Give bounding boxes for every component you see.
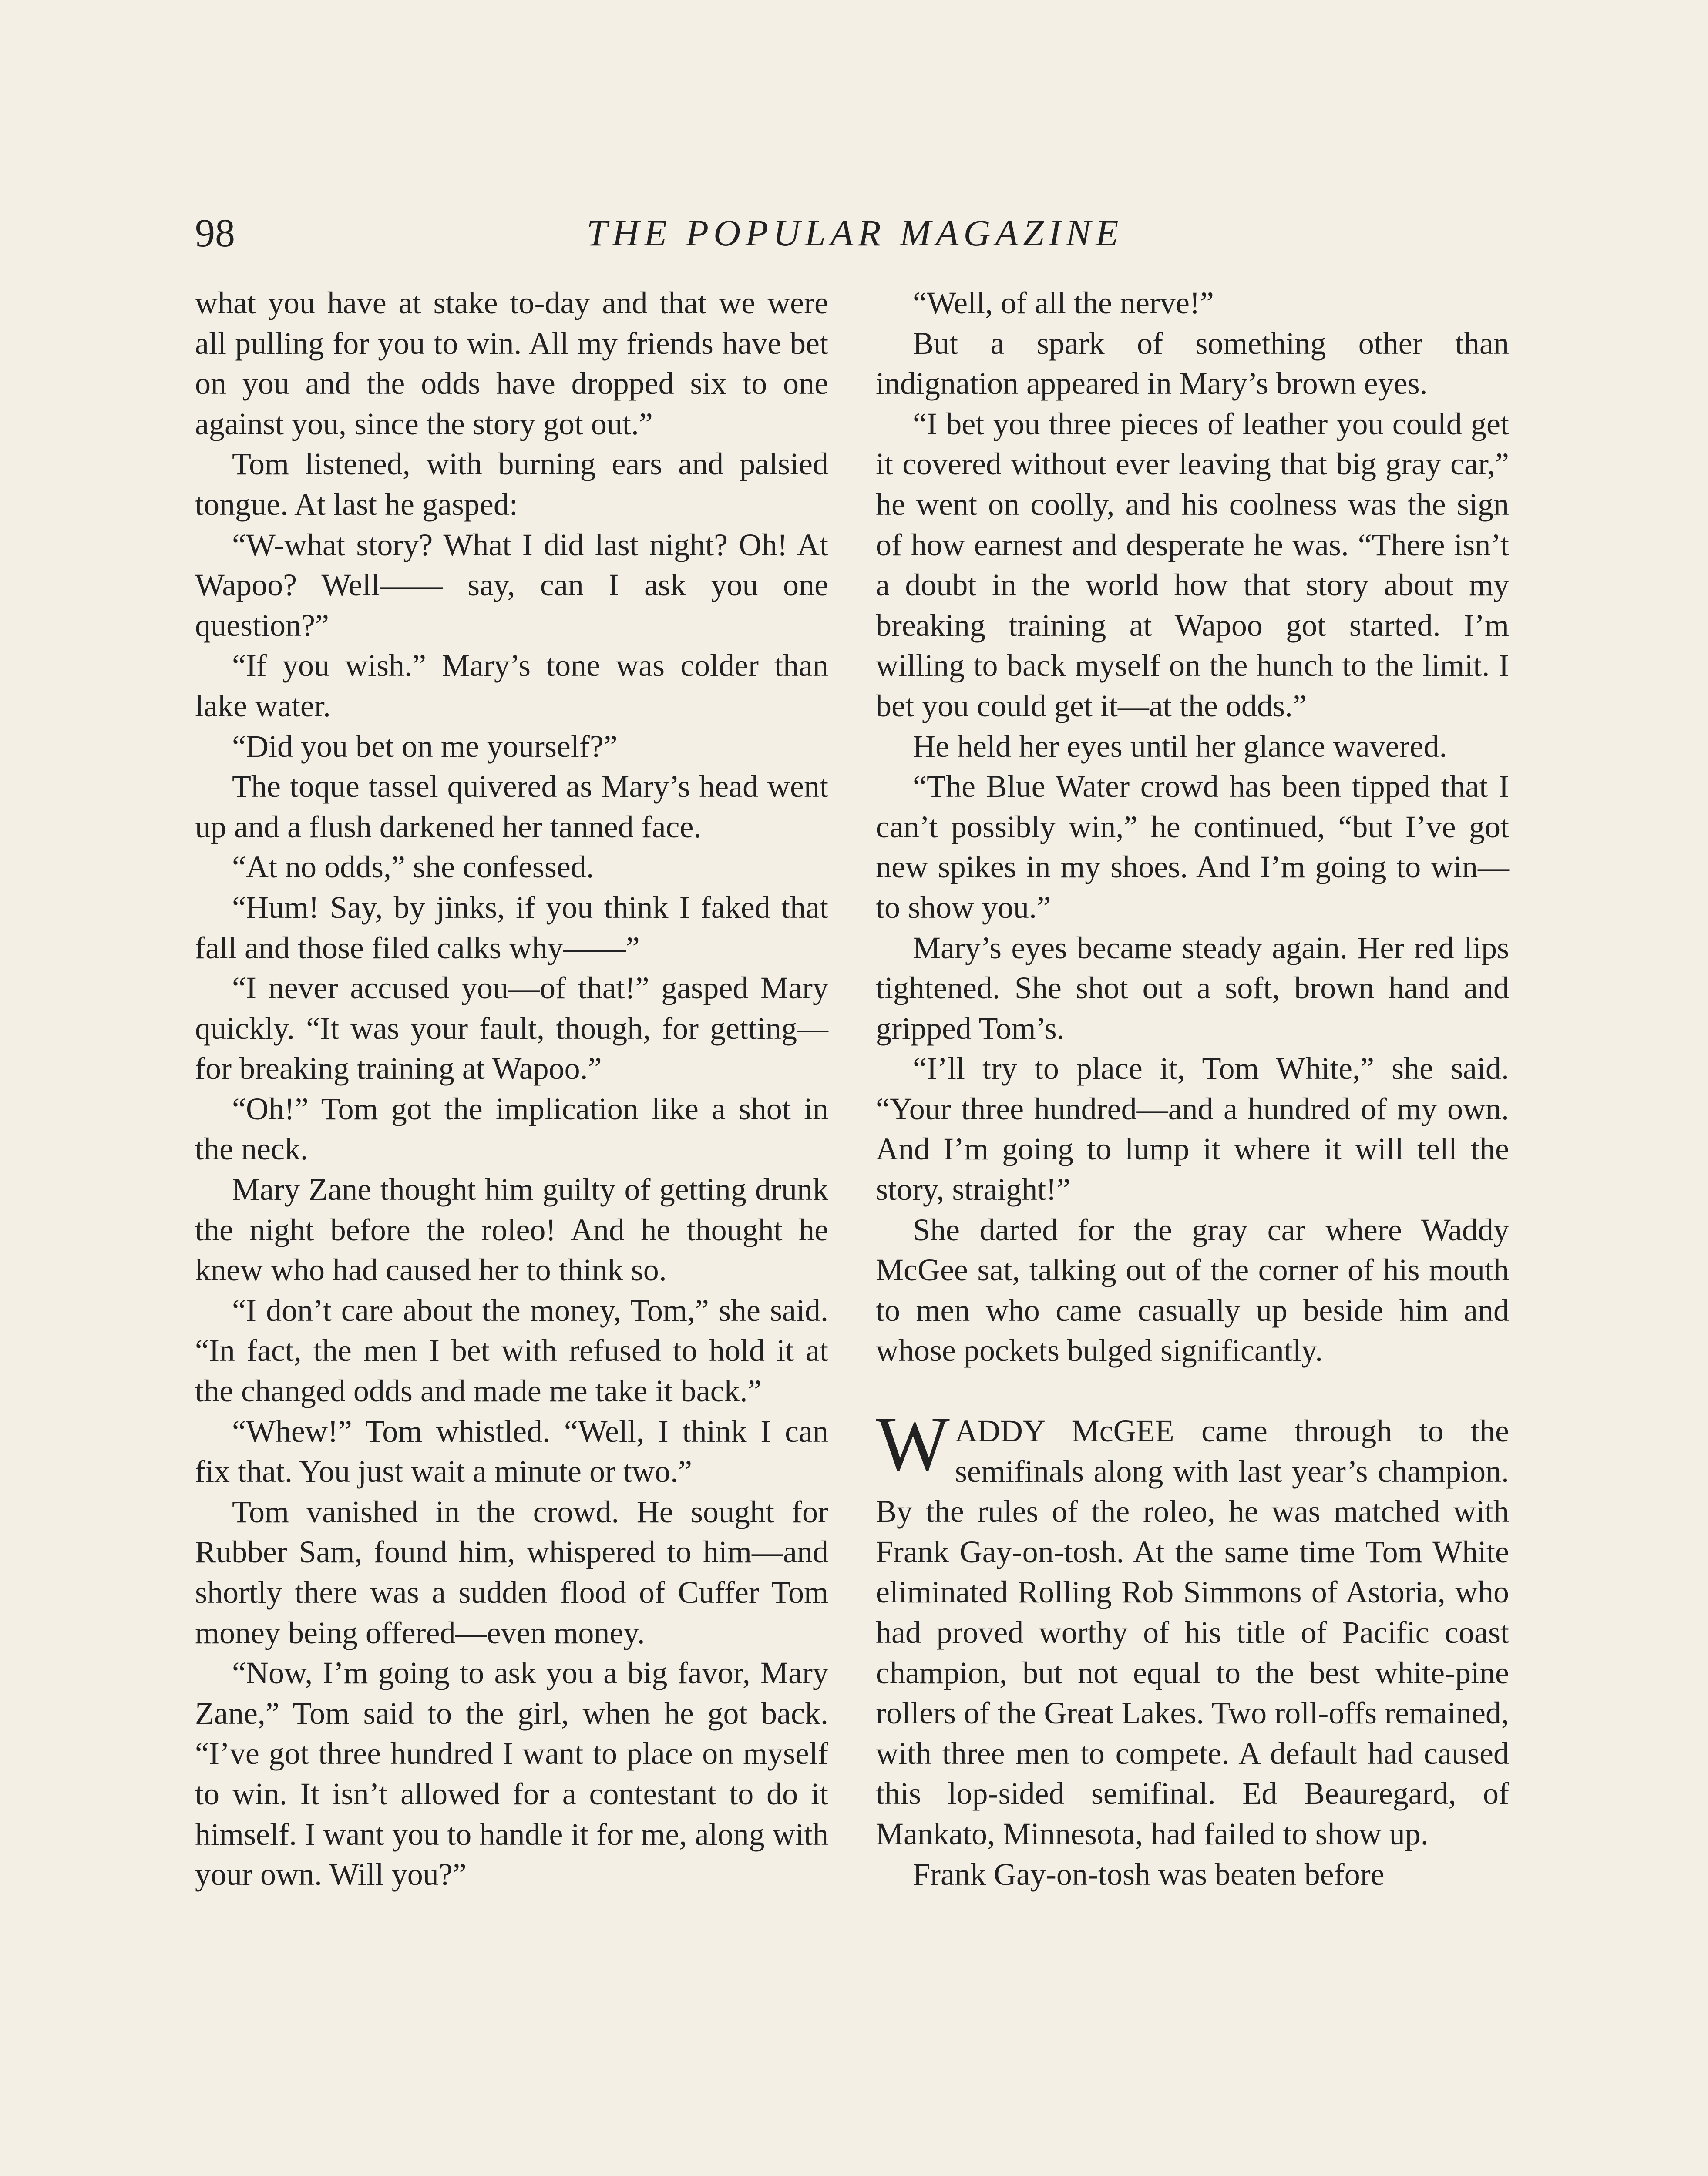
paragraph: what you have at stake to-day and that we were all pulling for you to win. All my friends have bet on you and the odds have dropped six to one against you, since the story got out.”	[195, 285, 828, 441]
paragraph: “Now, I’m going to ask you a big favor, Mary Zane,” Tom said to the girl, when he got back. “I’ve got three hundred I want to place on myself to win. It isn’t allowed for a contestant to do it himself. I want you to handle it for me, along with your own. Will you?”	[195, 1656, 828, 1892]
paragraph: Tom vanished in the crowd. He sought for Rubber Sam, found him, whispered to him—and shortly there was a sudden flood of Cuffer Tom money being offered—even money.	[195, 1494, 828, 1650]
paragraph: “I don’t care about the money, Tom,” she said. “In fact, the men I bet with refused to hold it at the changed odds and made me take it back.”	[195, 1293, 828, 1409]
paragraph: “At no odds,” she confessed.	[232, 850, 594, 885]
paragraph: “I’ll try to place it, Tom White,” she said. “Your three hundred—and a hundred of my own. And I’m going to lump it where it will tell the story, straight!”	[876, 1051, 1509, 1207]
paragraph: He held her eyes until her glance wavered.	[913, 729, 1447, 764]
page-number: 98	[195, 211, 235, 255]
paragraph: “W-what story? What I did last night? Oh! At Wapoo? Well—— say, can I ask you one question?”	[195, 527, 828, 643]
paragraph: But a spark of something other than indignation appeared in Mary’s brown eyes.	[876, 326, 1509, 401]
paragraph: “Hum! Say, by jinks, if you think I faked that fall and those filed calks why——”	[195, 890, 828, 965]
section-opening-text: ADDY McGEE came through to the semifinals along with last year’s champion. By the rules of the roleo, he was matched with Frank Gay-on-tosh. At the same time Tom White eliminated Rolling Rob Simmons of Astoria, who had proved worthy of his title of Pacific coast champion, but not equal to the best white-pine rollers of the Great Lakes. Two roll-offs remained, with three men to compete. A default had caused this lop-sided semifinal. Ed Beauregard, of Mankato, Minnesota, had failed to show up.	[876, 1414, 1509, 1851]
paragraph: The toque tassel quivered as Mary’s head went up and a flush darkened her tanned face.	[195, 769, 828, 844]
left-column	[195, 283, 828, 1895]
paragraph: “I never accused you—of that!” gasped Mary quickly. “It was your fault, though, for getting—for breaking training at Wapoo.”	[195, 970, 828, 1086]
running-title: THE POPULAR MAGAZINE	[586, 212, 1123, 254]
paragraph: “Oh!” Tom got the implication like a shot in the neck.	[195, 1091, 828, 1167]
paragraph: Tom listened, with burning ears and palsied tongue. At last he gasped:	[195, 447, 828, 522]
paragraph: She darted for the gray car where Waddy McGee sat, talking out of the corner of his mouth to men who came casually up beside him and whose pockets bulged significantly.	[876, 1212, 1509, 1368]
page-header	[195, 205, 1515, 261]
paragraph: “Did you bet on me yourself?”	[232, 729, 618, 764]
paragraph: “If you wish.” Mary’s tone was colder than lake water.	[195, 648, 828, 723]
paragraph: “Well, of all the nerve!”	[913, 285, 1214, 320]
paragraph: Mary Zane thought him guilty of getting drunk the night before the roleo! And he thought he knew who had caused her to think so.	[195, 1172, 828, 1288]
section-opening-paragraph	[876, 1400, 1509, 1854]
paragraph: Frank Gay-on-tosh was beaten before	[913, 1857, 1385, 1892]
drop-cap: W	[876, 1400, 950, 1488]
paragraph: “Whew!” Tom whistled. “Well, I think I can fix that. You just wait a minute or two.”	[195, 1414, 828, 1489]
paragraph: “The Blue Water crowd has been tipped that I can’t possibly win,” he continued, “but I’ve got new spikes in my shoes. And I’m going to win—to show you.”	[876, 769, 1509, 925]
right-column	[876, 283, 1509, 1894]
paragraph: “I bet you three pieces of leather you could get it covered without ever leaving that big gray car,” he went on coolly, and his coolness was the sign of how earnest and desperate he was. “There isn’t a doubt in the world how that story about my breaking training at Wapoo got started. I’m willing to back myself on the hunch to the limit. I bet you could get it—at the odds.”	[876, 406, 1509, 723]
paragraph: Mary’s eyes became steady again. Her red lips tightened. She shot out a soft, brown hand and gripped Tom’s.	[876, 930, 1509, 1046]
